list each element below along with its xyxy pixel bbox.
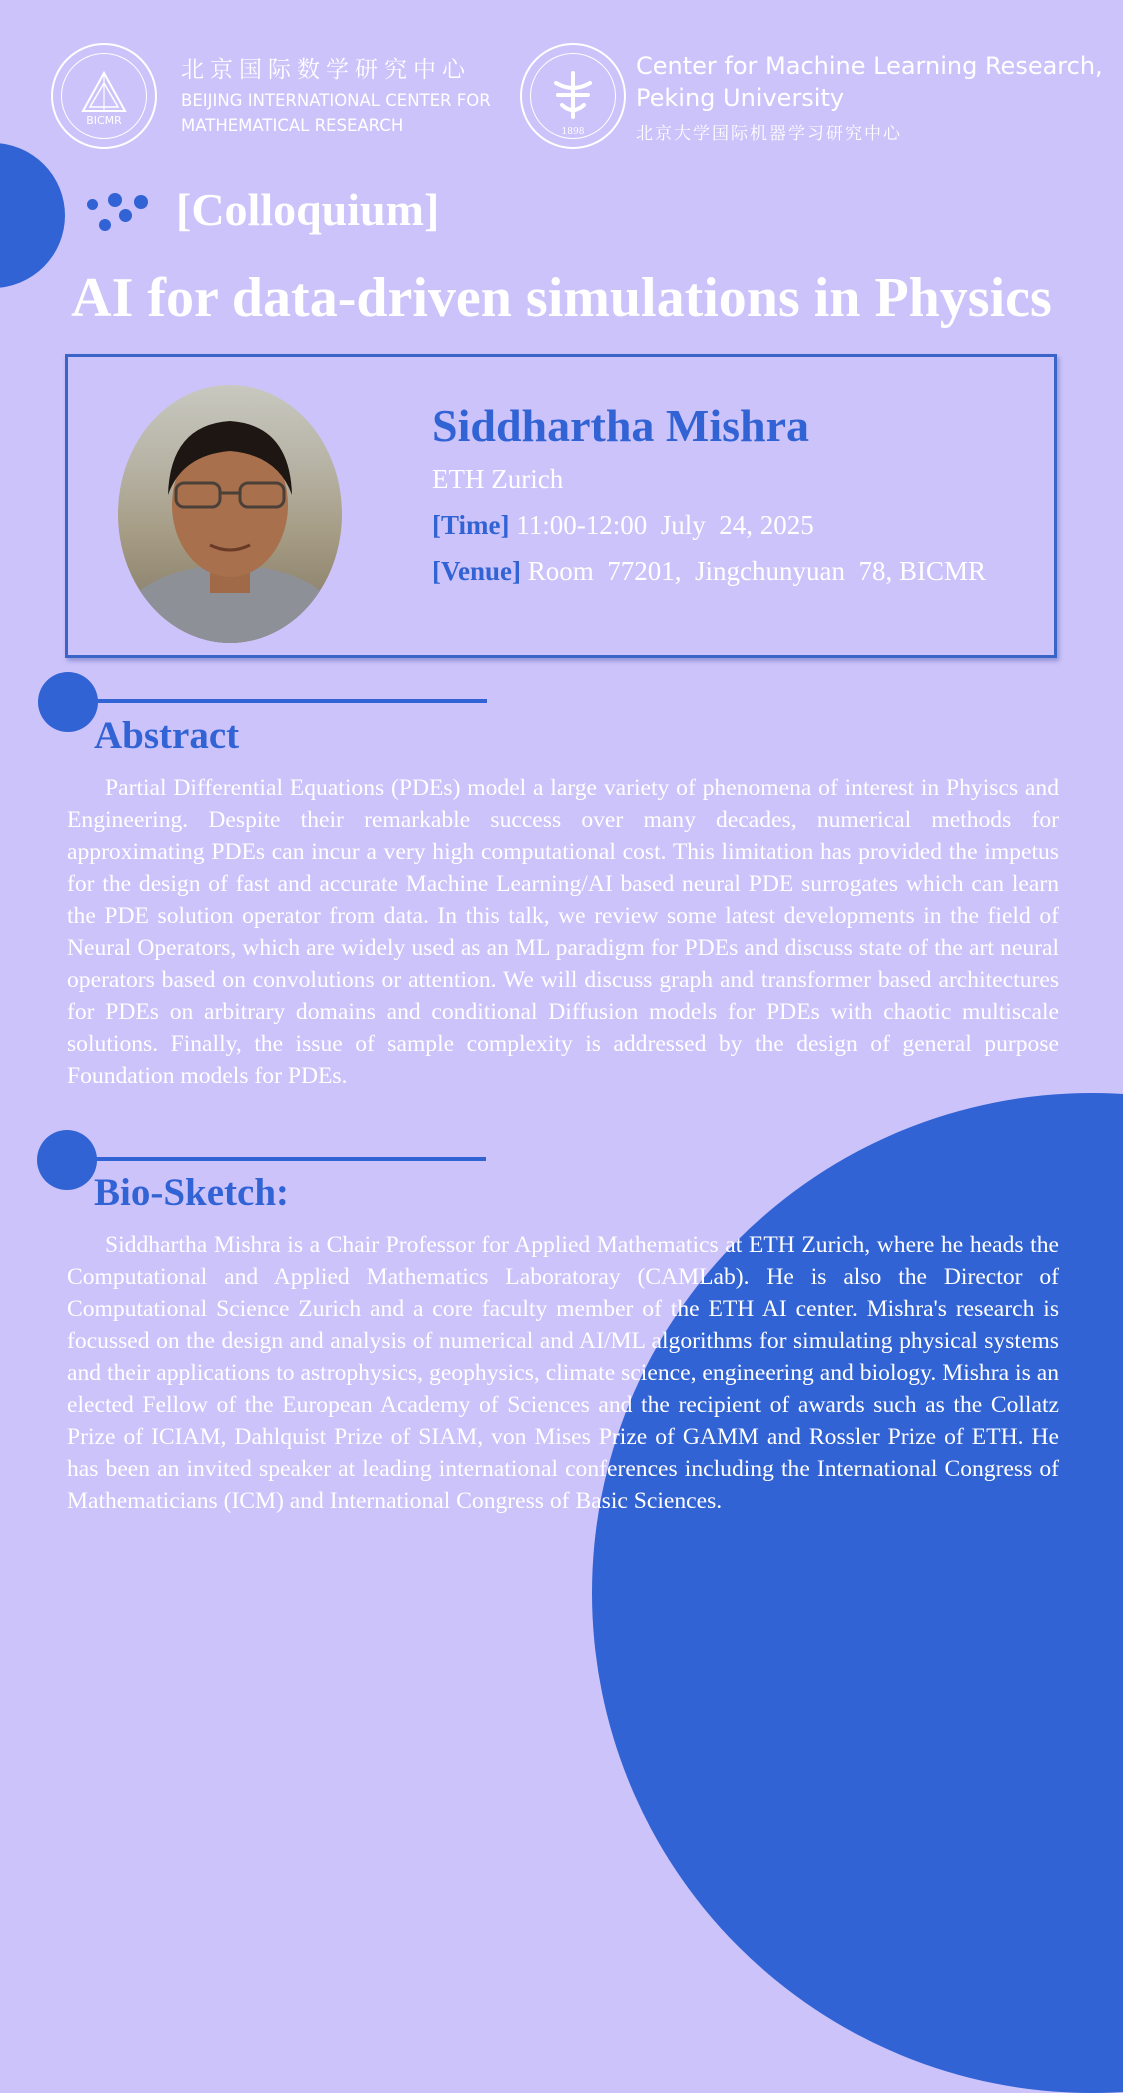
colloquium-dots-icon (84, 192, 154, 237)
pku-center-name-line2: Peking University (636, 84, 845, 112)
bio-heading: Bio-Sketch: (94, 1171, 289, 1214)
pku-seal-year: 1898 (561, 127, 585, 137)
bicmr-name-en-line1: BEIJING INTERNATIONAL CENTER FOR (181, 91, 491, 110)
abstract-text: Partial Differential Equations (PDEs) model a large variety of phenomena of interest in Phyiscs and Engineering. Despite their remarkable success over many decades, numerical methods for approximating PDEs can incur a very high computational cost. This limitation has provided the impetus for the design of fast and accurate Machine Learning/AI based neural PDE surrogates which can learn the PDE solution operator from data. In this talk, we review some latest developments in the field of Neural Operators, which are widely used as an ML paradigm for PDEs and discuss state of the art neural operators based on convolutions or attention. We will discuss graph and transformer based architectures for PDEs on arbitrary domains and conditional Diffusion models for PDEs with chaotic multiscale solutions. Finally, the issue of sample complexity is addressed by the design of general purpose Foundation models for PDEs. (67, 775, 1059, 1089)
bicmr-triangle-icon (51, 43, 157, 149)
bicmr-name-en-line2: MATHEMATICAL RESEARCH (181, 116, 404, 135)
abstract-divider (90, 699, 487, 703)
bio-divider (89, 1157, 486, 1161)
time-label: [Time] (432, 510, 510, 540)
event-type-label: [Colloquium] (176, 184, 440, 235)
bio-text: Siddhartha Mishra is a Chair Professor for Applied Mathematics at ETH Zurich, where he heads the Computational and Applied Mathematics Laboratoray (CAMLab). He is also the Director of Computational Science Zurich and a core faculty member of the ETH AI center. Mishra's research is focussed on the design and analysis of numerical and AI/ML algorithms for simulating physical systems and their applications to astrophysics, geophysics, climate science, engineering and biology. Mishra is an elected Fellow of the European Academy of Sciences and the recipient of awards such as the Collatz Prize of ICIAM, Dahlquist Prize of SIAM, von Mises Prize of GAMM and Rossler Prize of ETH. He has been an invited speaker at leading international conferences including the International Congress of Mathematicians (ICM) and International Congress of Basic Sciences. (67, 1232, 1059, 1514)
bicmr-name-cn: 北京国际数学研究中心 (181, 57, 471, 83)
bicmr-logo (51, 43, 157, 149)
talk-title: AI for data-driven simulations in Physics (71, 267, 1052, 329)
bicmr-seal-text: BICMR (86, 114, 122, 127)
speaker-affiliation: ETH Zurich (432, 464, 564, 494)
venue-label: [Venue] (432, 556, 522, 586)
speaker-name: Siddhartha Mishra (432, 400, 810, 451)
venue-value: Room 77201, Jingchunyuan 78, BICMR (527, 556, 987, 586)
header-logos (0, 0, 1123, 160)
pku-logo (520, 43, 626, 149)
venue-line (432, 554, 986, 588)
speaker-photo (118, 385, 342, 643)
time-line (432, 508, 814, 542)
abstract-section-marker (38, 672, 98, 732)
speaker-portrait-image (118, 385, 342, 643)
abstract-heading: Abstract (94, 714, 240, 757)
bio-section-marker (37, 1130, 97, 1190)
pku-center-name-line1: Center for Machine Learning Research, (636, 52, 1103, 80)
time-value: 11:00-12:00 July 24, 2025 (516, 510, 814, 540)
pku-center-name-cn: 北京大学国际机器学习研究中心 (636, 124, 902, 144)
